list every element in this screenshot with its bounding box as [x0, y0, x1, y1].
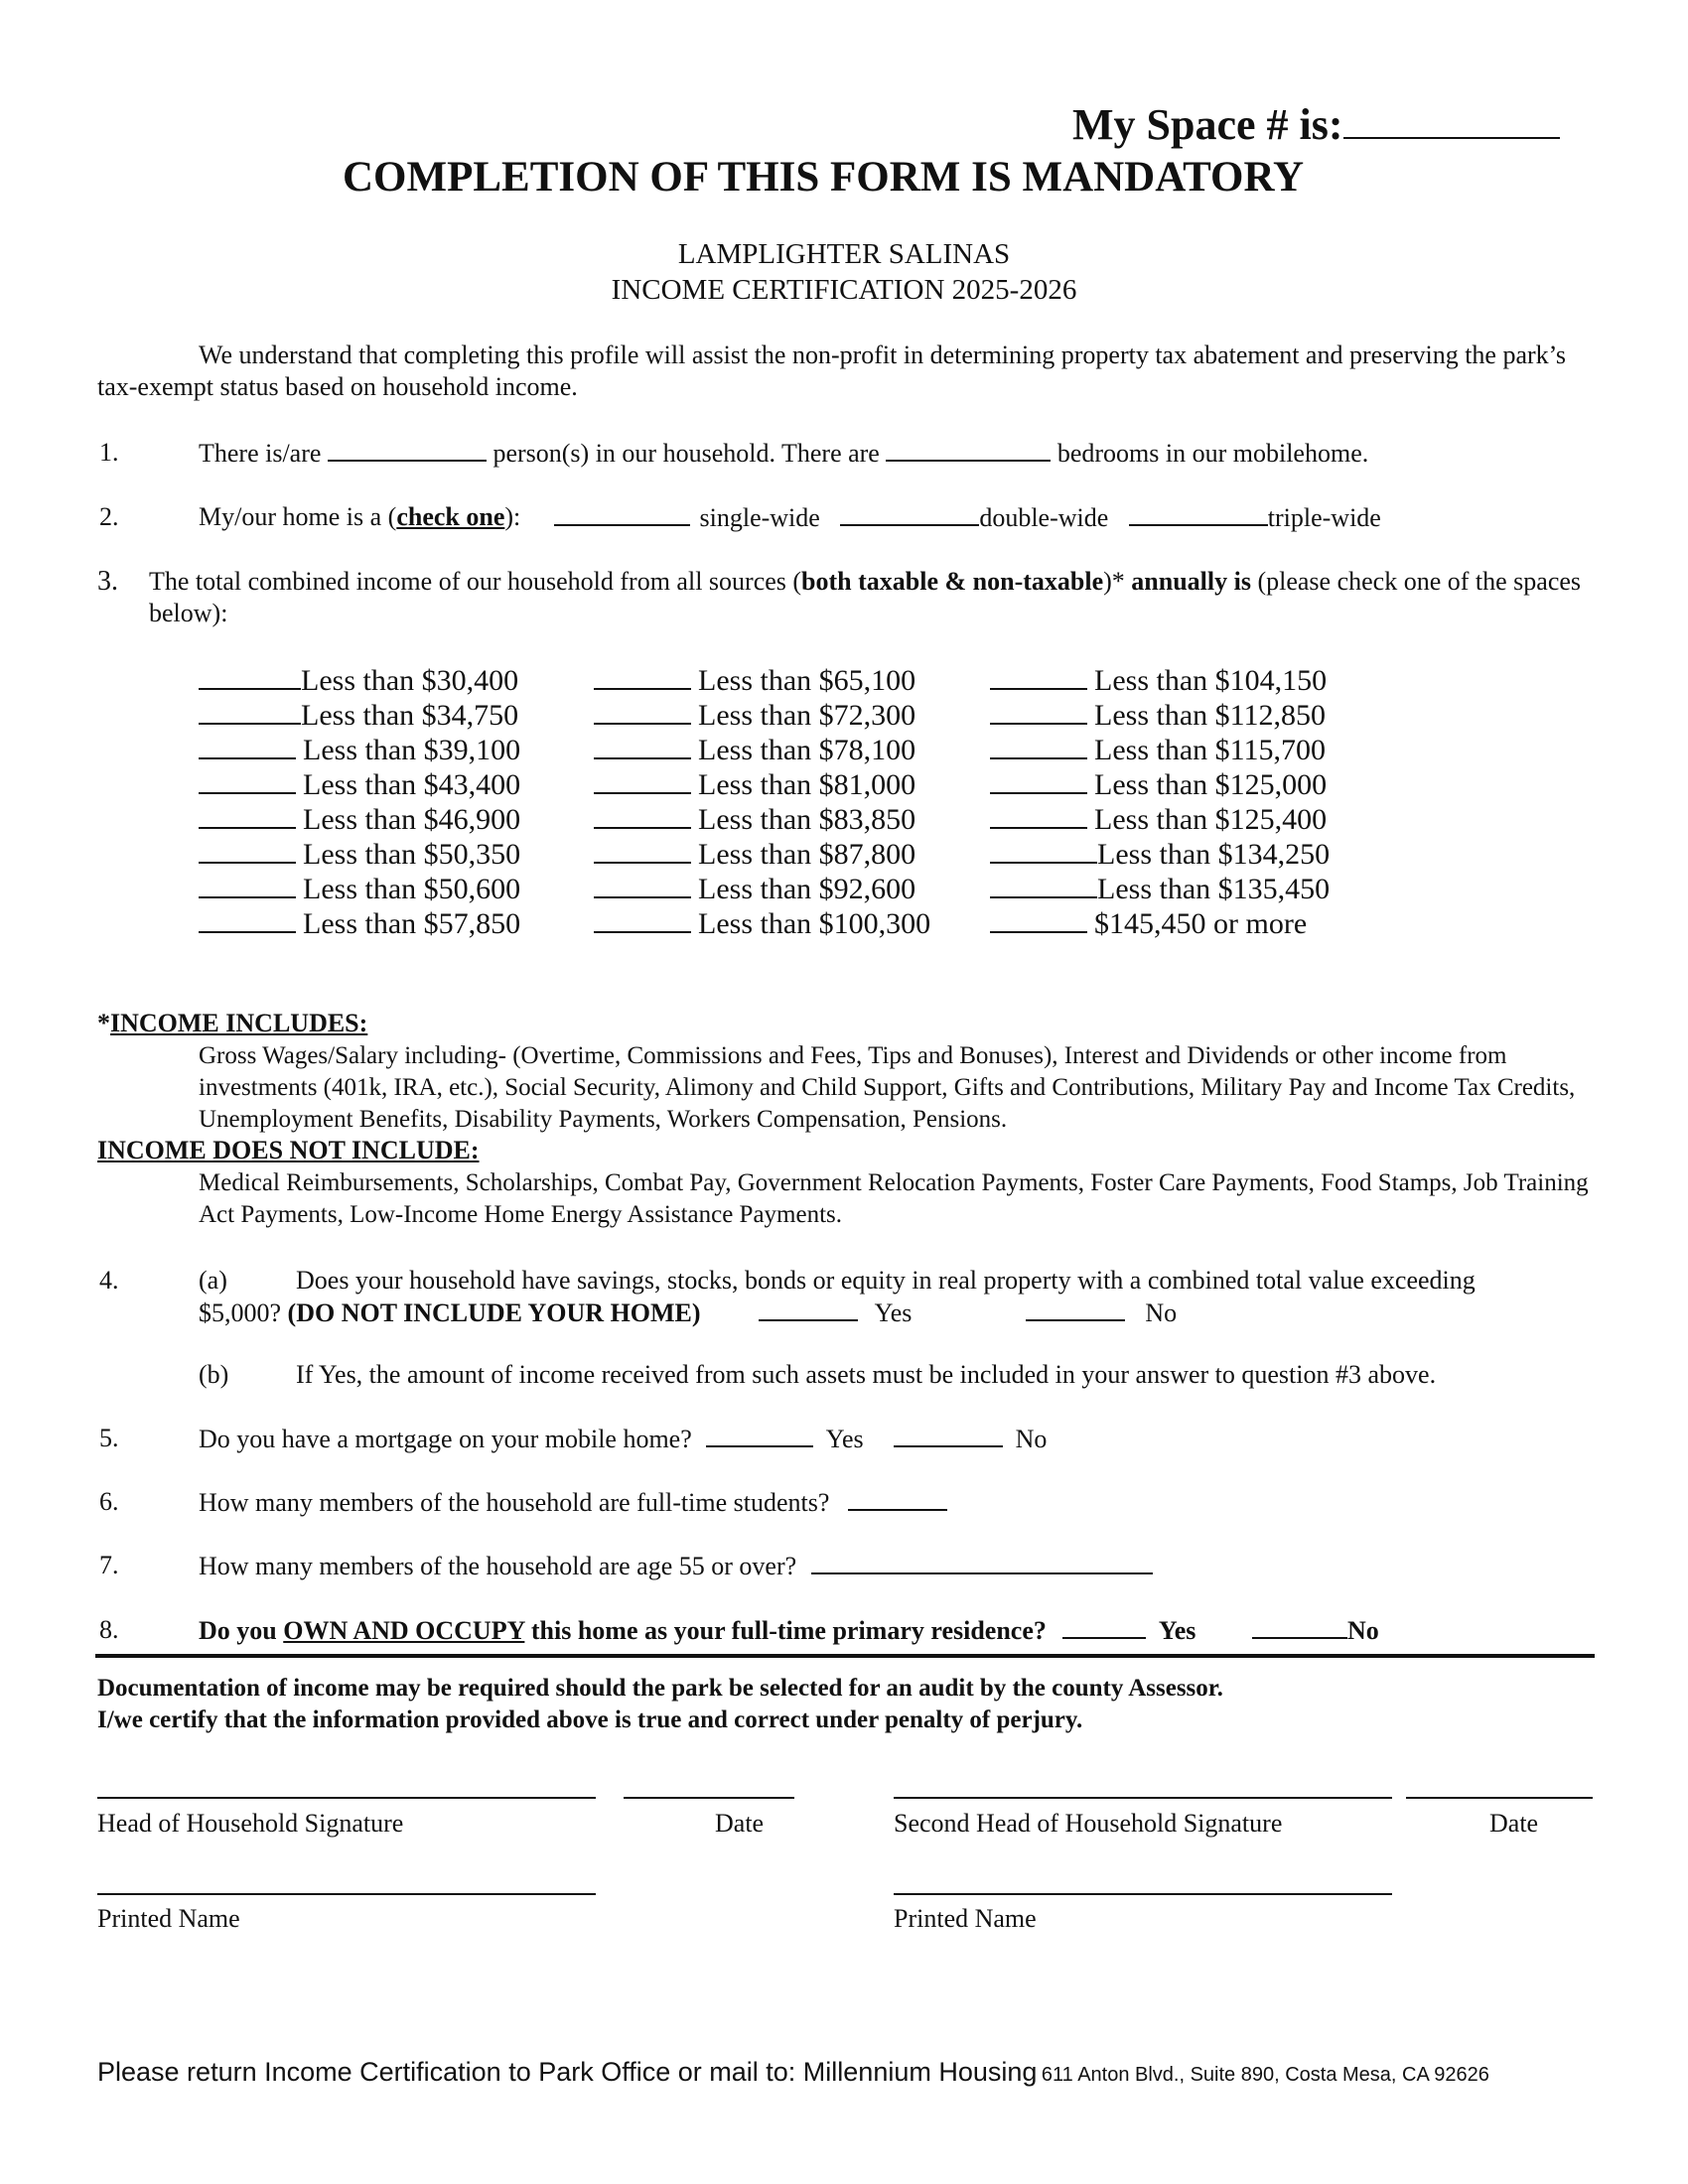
income-checkbox-blank[interactable] — [594, 768, 691, 794]
q4a-text: Does your household have savings, stocks, bonds or equity in real property with a combined total value exceeding — [296, 1266, 1476, 1295]
footer-return-instructions — [97, 2057, 1489, 2088]
date-label-2: Date — [1489, 1809, 1539, 1838]
income-checkbox-blank[interactable] — [199, 803, 296, 829]
q1-persons-blank[interactable] — [328, 438, 487, 462]
income-checkbox-blank[interactable] — [990, 907, 1087, 933]
q3-question — [149, 566, 1589, 629]
income-option-label: Less than $30,400 — [301, 664, 519, 697]
income-option[interactable] — [990, 906, 1330, 941]
income-includes-asterisk: * — [97, 1009, 110, 1037]
income-includes-text: Gross Wages/Salary including- (Overtime, Commissions and Fees, Tips and Bonuses), Interest and Dividends or other income from investments (401k, IRA, etc.), Social Security, Alimony and Child Support, Gifts and Contributions, Military Pay and Income Tax Credits, Unemployment Benefits, Disability Payments, Workers Compensation, Pensions. — [199, 1042, 1576, 1133]
income-option-label: Less than $46,900 — [303, 803, 521, 836]
income-option[interactable] — [199, 698, 520, 733]
mandatory-heading: COMPLETION OF THIS FORM IS MANDATORY — [343, 154, 1305, 201]
income-excludes-heading: INCOME DOES NOT INCLUDE: — [97, 1136, 480, 1164]
income-checkbox-blank[interactable] — [594, 873, 691, 898]
q8-yes-blank[interactable] — [1062, 1615, 1146, 1639]
q7-text: How many members of the household are age 55 or over? — [199, 1552, 797, 1580]
income-column-1 — [199, 663, 520, 941]
income-option[interactable] — [594, 906, 930, 941]
q2-check-one: check one — [396, 502, 505, 531]
income-option-label: Less than $112,850 — [1094, 699, 1327, 732]
income-option-label: Less than $115,700 — [1094, 734, 1327, 766]
income-option-label: Less than $83,850 — [698, 803, 916, 836]
q8-no-blank[interactable] — [1252, 1615, 1347, 1639]
q8-text-a: Do you — [199, 1616, 284, 1645]
income-option-label: Less than $34,750 — [301, 699, 519, 732]
income-option[interactable] — [594, 698, 930, 733]
income-includes-heading-row — [97, 1009, 367, 1038]
income-option-label: Less than $125,400 — [1094, 803, 1328, 836]
income-column-2 — [594, 663, 930, 941]
certify-line-1: Documentation of income may be required should the park be selected for an audit by the county Assessor. — [97, 1675, 1223, 1702]
intro-paragraph: We understand that completing this profile will assist the non-profit in determining property tax abatement and preserving the park’s tax-exempt status based on household income. — [97, 341, 1566, 401]
q8-row — [199, 1615, 1379, 1646]
head-signature-label: Head of Household Signature — [97, 1809, 404, 1838]
income-option-label: Less than $81,000 — [698, 768, 916, 801]
income-option-label: $145,450 or more — [1094, 907, 1308, 940]
income-option[interactable] — [594, 802, 930, 837]
income-option[interactable] — [990, 837, 1330, 872]
certify-line-2: I/we certify that the information provided above is true and correct under penalty of perjury. — [97, 1706, 1083, 1733]
q7-row — [199, 1551, 1153, 1581]
q5-number: 5. — [99, 1424, 119, 1452]
q4a-amount: $5,000? — [199, 1298, 282, 1327]
income-option-label: Less than $100,300 — [698, 907, 931, 940]
q3-number: 3. — [97, 566, 118, 597]
income-option[interactable] — [594, 872, 930, 906]
income-checkbox-blank[interactable] — [990, 664, 1087, 690]
income-option[interactable] — [990, 663, 1330, 698]
q4a-row2 — [199, 1297, 1177, 1328]
q4a-no-label: No — [1145, 1298, 1178, 1327]
space-number-label: My Space # is: — [1072, 100, 1343, 149]
income-option-label: Less than $134,250 — [1097, 838, 1331, 871]
income-checkbox-blank[interactable] — [990, 768, 1087, 794]
income-option[interactable] — [199, 767, 520, 802]
income-option-label: Less than $50,350 — [303, 838, 521, 871]
income-checkbox-blank[interactable] — [594, 734, 691, 759]
date-line-2[interactable] — [1406, 1797, 1593, 1799]
q4-number: 4. — [99, 1266, 119, 1295]
income-option[interactable] — [990, 872, 1330, 906]
income-option-label: Less than $135,450 — [1097, 873, 1331, 905]
q3-text-c: (please check one of the spaces below): — [149, 567, 1582, 627]
income-option[interactable] — [199, 733, 520, 767]
q5-no-blank[interactable] — [894, 1424, 1003, 1447]
q7-age-blank[interactable] — [811, 1551, 1153, 1574]
income-option[interactable] — [990, 698, 1330, 733]
income-checkbox-blank[interactable] — [199, 734, 296, 759]
income-option[interactable] — [199, 802, 520, 837]
q4b-label: (b) — [199, 1360, 229, 1389]
q5-yes-blank[interactable] — [706, 1424, 813, 1447]
park-name: LAMPLIGHTER SALINAS — [677, 238, 1011, 270]
income-option-label: Less than $57,850 — [303, 907, 521, 940]
q3-bold-taxable: both taxable & non-taxable — [801, 567, 1104, 596]
q2-row — [199, 502, 520, 532]
q1-text-a: There is/are — [199, 439, 322, 468]
income-option[interactable] — [594, 767, 930, 802]
q1-text-b: person(s) in our household. There are — [492, 439, 880, 468]
income-option-label: Less than $50,600 — [303, 873, 521, 905]
q5-text: Do you have a mortgage on your mobile home? — [199, 1425, 692, 1453]
q2-text-b: ): — [504, 502, 521, 531]
q5-no-label: No — [1015, 1425, 1048, 1453]
income-option[interactable] — [594, 663, 930, 698]
q4a-exclude-home: (DO NOT INCLUDE YOUR HOME) — [287, 1298, 701, 1327]
q3-text-b: )* — [1103, 567, 1132, 596]
q6-number: 6. — [99, 1487, 119, 1516]
income-checkbox-blank[interactable] — [594, 907, 691, 933]
single-wide-blank[interactable] — [554, 502, 690, 526]
q1-text-c: bedrooms in our mobilehome. — [1056, 439, 1369, 468]
income-checkbox-blank[interactable] — [199, 664, 301, 690]
q3-text-a: The total combined income of our household from all sources ( — [149, 567, 802, 596]
date-line-1[interactable] — [624, 1797, 794, 1799]
q1-number: 1. — [99, 438, 119, 467]
q8-text-b: this home as your full-time primary residence? — [524, 1616, 1047, 1645]
triple-wide-blank[interactable] — [1129, 502, 1268, 526]
income-checkbox-blank[interactable] — [199, 768, 296, 794]
income-checkbox-blank[interactable] — [594, 803, 691, 829]
q6-students-blank[interactable] — [848, 1487, 947, 1511]
form-title: INCOME CERTIFICATION 2025-2026 — [611, 274, 1077, 306]
q5-row — [199, 1424, 1047, 1454]
income-column-3 — [990, 663, 1330, 941]
q8-own-occupy: OWN AND OCCUPY — [283, 1616, 525, 1645]
head-signature-line[interactable] — [97, 1797, 596, 1799]
q3-bold-annually: annually is — [1131, 567, 1251, 596]
income-option-label: Less than $104,150 — [1094, 664, 1328, 697]
income-checkbox-blank[interactable] — [594, 664, 691, 690]
q4a-yes-label: Yes — [874, 1298, 913, 1327]
income-option-label: Less than $39,100 — [303, 734, 521, 766]
income-checkbox-blank[interactable] — [990, 873, 1097, 898]
income-option[interactable] — [199, 906, 520, 941]
triple-wide-label: triple-wide — [1267, 503, 1381, 532]
income-checkbox-blank[interactable] — [199, 907, 296, 933]
q8-yes-label: Yes — [1158, 1616, 1196, 1645]
income-option[interactable] — [199, 663, 520, 698]
income-option[interactable] — [594, 733, 930, 767]
income-checkbox-blank[interactable] — [990, 838, 1097, 864]
income-option[interactable] — [990, 802, 1330, 837]
q8-number: 8. — [99, 1615, 119, 1644]
income-option-label: Less than $125,000 — [1094, 768, 1328, 801]
income-option-label: Less than $78,100 — [698, 734, 916, 766]
income-checkbox-blank[interactable] — [594, 838, 691, 864]
space-number-field — [1072, 99, 1560, 150]
income-option-label: Less than $87,800 — [698, 838, 916, 871]
income-checkbox-blank[interactable] — [990, 734, 1087, 759]
income-option[interactable] — [199, 837, 520, 872]
q1-row — [199, 438, 1368, 469]
printed-name-line-2[interactable] — [894, 1893, 1392, 1895]
q2-text-a: My/our home is a ( — [199, 502, 397, 531]
printed-name-label-2: Printed Name — [894, 1904, 1037, 1933]
printed-name-label-1: Printed Name — [97, 1904, 240, 1933]
income-option[interactable] — [990, 767, 1330, 802]
income-option-label: Less than $43,400 — [303, 768, 521, 801]
footer-main-text: Please return Income Certification to Park Office or mail to: Millennium Housing — [97, 2057, 1038, 2087]
section-divider — [95, 1654, 1595, 1658]
printed-name-line-1[interactable] — [97, 1893, 596, 1895]
q2-number: 2. — [99, 502, 119, 531]
income-checkbox-blank[interactable] — [199, 838, 296, 864]
q4a-label: (a) — [199, 1266, 227, 1295]
q8-no-label: No — [1346, 1616, 1379, 1645]
q6-text: How many members of the household are full-time students? — [199, 1488, 830, 1517]
double-wide-label: double-wide — [979, 503, 1109, 532]
second-signature-line[interactable] — [894, 1797, 1392, 1799]
footer-address: 611 Anton Blvd., Suite 890, Costa Mesa, CA 92626 — [1041, 2064, 1489, 2086]
income-checkbox-blank[interactable] — [199, 699, 301, 725]
income-option-label: Less than $92,600 — [698, 873, 916, 905]
date-label-1: Date — [715, 1809, 765, 1838]
space-number-blank[interactable] — [1343, 103, 1560, 139]
double-wide-blank[interactable] — [840, 502, 979, 526]
second-signature-label: Second Head of Household Signature — [894, 1809, 1283, 1838]
income-checkbox-blank[interactable] — [990, 803, 1087, 829]
income-option[interactable] — [990, 733, 1330, 767]
income-includes-heading: INCOME INCLUDES: — [110, 1009, 368, 1037]
single-wide-label: single-wide — [699, 503, 820, 532]
q4a-yes-blank[interactable] — [759, 1297, 858, 1321]
income-option-label: Less than $72,300 — [698, 699, 916, 732]
q4a-no-blank[interactable] — [1026, 1297, 1125, 1321]
income-option[interactable] — [199, 872, 520, 906]
income-option[interactable] — [594, 837, 930, 872]
q1-bedrooms-blank[interactable] — [886, 438, 1051, 462]
q7-number: 7. — [99, 1551, 119, 1579]
q2-options — [554, 502, 1381, 533]
income-checkbox-blank[interactable] — [199, 873, 296, 898]
income-excludes-text: Medical Reimbursements, Scholarships, Combat Pay, Government Relocation Payments, Foster Care Payments, Food Stamps, Job Training Act Payments, Low-Income Home Energy Assistance Payments. — [199, 1169, 1589, 1228]
q6-row — [199, 1487, 947, 1518]
income-checkbox-blank[interactable] — [594, 699, 691, 725]
income-option-label: Less than $65,100 — [698, 664, 916, 697]
q5-yes-label: Yes — [825, 1425, 864, 1453]
income-checkbox-blank[interactable] — [990, 699, 1087, 725]
q4b-text: If Yes, the amount of income received from such assets must be included in your answer to question #3 above. — [296, 1360, 1437, 1389]
